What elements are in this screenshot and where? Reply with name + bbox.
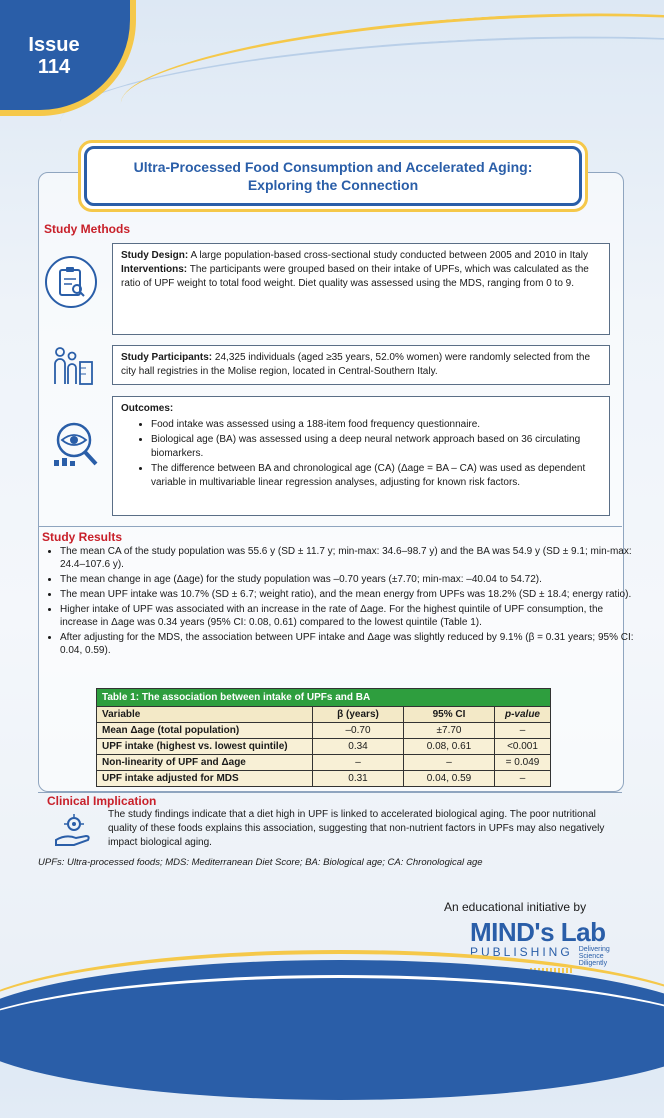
table-cell: – xyxy=(495,771,551,787)
outcomes-box xyxy=(112,396,610,516)
results-divider xyxy=(38,526,622,527)
abbreviations-footnote: UPFs: Ultra-processed foods; MDS: Mediterranean Diet Score; BA: Biological age; CA: Chronological age xyxy=(38,857,483,868)
clipboard-icon xyxy=(45,256,97,308)
clinical-heading: Clinical Implication xyxy=(47,794,157,808)
table-row xyxy=(97,739,551,755)
table-row xyxy=(97,723,551,739)
participants-text xyxy=(121,351,601,379)
interventions-value: The participants were grouped based on their intake of UPFs, which was calculated as the ratio of UPF weight to total food weight. Diet quality was assessed using the MDS, ranging from 0 to 9. xyxy=(121,264,589,289)
tagline-line: Delivering xyxy=(578,946,610,953)
interventions-label: Interventions: xyxy=(121,264,188,275)
table-cell: 0.34 xyxy=(313,739,404,755)
initiative-text: An educational initiative by xyxy=(444,900,587,914)
table-row xyxy=(97,771,551,787)
results-heading: Study Results xyxy=(42,530,123,544)
design-label: Study Design: xyxy=(121,250,189,261)
table-cell: 0.31 xyxy=(313,771,404,787)
design-value: A large population-based cross-sectional study conducted between 2005 and 2010 in Italy xyxy=(188,250,588,261)
table-cell: = 0.049 xyxy=(495,755,551,771)
result-item: • After adjusting for the MDS, the association between UPF intake and Δage was slightly reduced by 9.1% (β = 0.31 years; 95% CI: 0.04, 0.59). xyxy=(60,631,640,657)
outcomes-list xyxy=(121,418,601,490)
table-header-cell: β (years) xyxy=(313,707,404,723)
result-item: • The mean CA of the study population was 55.6 y (SD ± 11.7 y; min-max: 34.6–98.7 y) and the BA was 54.9 y (SD ± 9.1; min-max: 24.4–107.6 y). xyxy=(60,545,640,571)
table-header-cell: p-value xyxy=(495,707,551,723)
study-design-box xyxy=(112,243,610,335)
logo-main: MIND's Lab xyxy=(470,917,606,947)
logo-sub: PUBLISHING xyxy=(470,945,573,959)
table-cell: 0.04, 0.59 xyxy=(404,771,495,787)
participants-box xyxy=(112,345,610,385)
table-cell: –0.70 xyxy=(313,723,404,739)
issue-number: 114 xyxy=(37,56,71,78)
tagline-line: Diligently xyxy=(578,960,608,967)
outcome-item: • The difference between BA and chronological age (CA) (Δage = BA – CA) was used as dependent variable in multivariable linear regression analyses, adjusting for known risk factors. xyxy=(151,462,601,490)
logo-tagline xyxy=(579,946,610,967)
eye-magnifier-icon xyxy=(50,420,104,473)
hand-molecule-icon xyxy=(54,812,94,853)
results-table xyxy=(96,688,551,787)
table-cell: – xyxy=(404,755,495,771)
title-box xyxy=(84,146,582,206)
result-item: • The mean change in age (Δage) for the study population was –0.70 years (±7.70; min-max: –40.04 to 54.72). xyxy=(60,573,640,586)
table-cell: – xyxy=(313,755,404,771)
clinical-divider xyxy=(38,792,622,793)
interventions-text xyxy=(121,263,601,291)
table-cell: Non-linearity of UPF and Δage xyxy=(97,755,313,771)
table-row xyxy=(97,755,551,771)
table-header-cell: Variable xyxy=(97,707,313,723)
outcomes-label: Outcomes: xyxy=(121,403,174,414)
footer-wave-white xyxy=(0,975,664,1118)
table-caption: Table 1: The association between intake of UPFs and BA xyxy=(97,689,551,707)
tagline-line: Science xyxy=(578,953,604,960)
table-cell: Mean Δage (total population) xyxy=(97,723,313,739)
table-cell: 0.08, 0.61 xyxy=(404,739,495,755)
methods-heading: Study Methods xyxy=(44,222,130,236)
people-icon xyxy=(52,346,96,391)
result-item: • Higher intake of UPF was associated with an increase in the rate of Δage. For the highest quintile of UPF consumption, the increase in Δage was 0.34 years (95% CI: 0.08, 0.61) compared to the lowest quintile (Table 1). xyxy=(60,603,640,629)
table-cell: UPF intake (highest vs. lowest quintile) xyxy=(97,739,313,755)
issue-label xyxy=(10,34,98,78)
table-cell: ±7.70 xyxy=(404,723,495,739)
results-list xyxy=(40,545,640,659)
table-header-row xyxy=(97,707,551,723)
participants-value: 24,325 individuals (aged ≥35 years, 52.0% women) were randomly selected from the city hall registries in the Molise region, located in Central-Southern Italy. xyxy=(121,352,591,377)
page-title: Ultra-Processed Food Consumption and Accelerated Aging: Exploring the Connection xyxy=(133,159,533,193)
table-cell: – xyxy=(495,723,551,739)
table-cell: <0.001 xyxy=(495,739,551,755)
result-item: • The mean UPF intake was 10.7% (SD ± 6.7; weight ratio), and the mean energy from UPFs was 18.2% (SD ± 18.4; energy ratio). xyxy=(60,588,640,601)
outcome-item: • Biological age (BA) was assessed using a deep neural network approach based on 36 circulating biomarkers. xyxy=(151,433,601,461)
issue-word: Issue xyxy=(28,34,80,56)
table-header-cell: 95% CI xyxy=(404,707,495,723)
table-cell: UPF intake adjusted for MDS xyxy=(97,771,313,787)
clinical-text: The study findings indicate that a diet high in UPF is linked to accelerated biological aging. The poor nutritional quality of these foods explains this association, suggesting that non-nutrient factors in UPFs may also negatively impact biological aging. xyxy=(108,809,605,848)
participants-label: Study Participants: xyxy=(121,352,213,363)
outcome-item: • Food intake was assessed using a 188-item food frequency questionnaire. xyxy=(151,418,601,432)
study-design-text xyxy=(121,249,601,263)
